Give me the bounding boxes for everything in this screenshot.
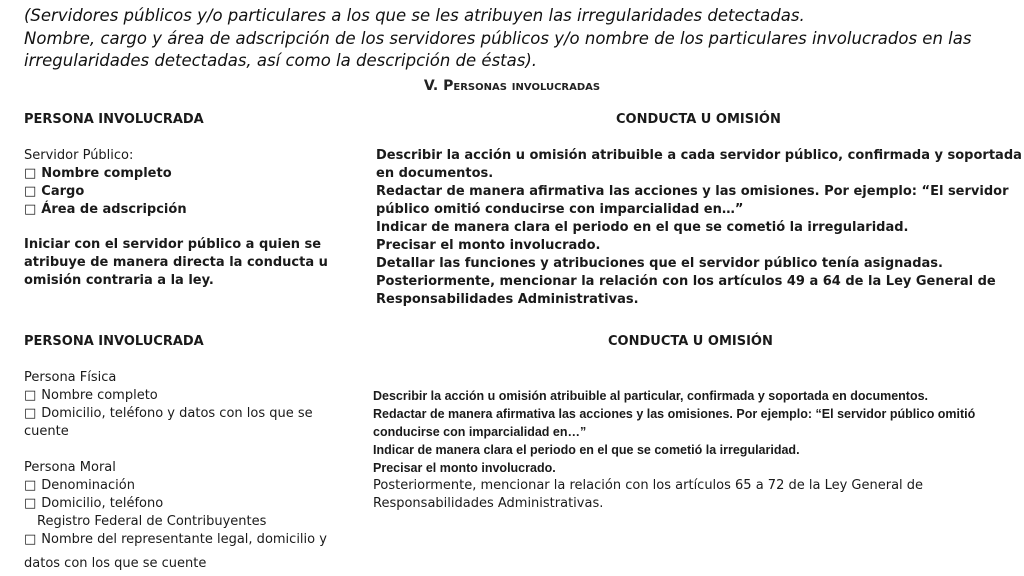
note-line: omisión contraria a la ley. — [24, 273, 214, 288]
intro-line: (Servidores públicos y/o particulares a los que se les atribuyen las irregularidades detectadas. — [24, 6, 805, 25]
servidor-conduct — [376, 147, 1022, 309]
section-title: V. Personas involucradas — [423, 78, 601, 94]
particular-conduct — [373, 387, 975, 477]
list-item: □ Nombre del representante legal, domicilio y — [24, 531, 327, 549]
list-item: □ Área de adscripción — [24, 201, 187, 219]
moral-title: Persona Moral — [24, 460, 116, 475]
list-item-continuation: datos con los que se cuente — [24, 556, 207, 571]
conduct-line: Describir la acción u omisión atribuible al particular, confirmada y soportada en documentos. — [373, 389, 928, 403]
list-item: □ Nombre completo — [24, 387, 313, 405]
conduct-line: en documentos. — [376, 166, 494, 181]
conducta-header: CONDUCTA U OMISIÓN — [608, 334, 773, 349]
list-item: □ Denominación — [24, 477, 327, 495]
conduct-line: Indicar de manera clara el periodo en el que se cometió la irregularidad. — [376, 220, 909, 235]
list-item: □ Nombre completo — [24, 165, 187, 183]
servidor-note — [24, 236, 328, 290]
conduct-line: Indicar de manera clara el periodo en el que se cometió la irregularidad. — [373, 443, 800, 457]
intro-line: Nombre, cargo y área de adscripción de los servidores públicos y/o nombre de los particulares involucrados en las — [24, 28, 972, 48]
list-item-continuation: cuente — [24, 424, 69, 439]
intro-paragraph — [24, 5, 1014, 73]
intro-line: irregularidades detectadas, así como la descripción de éstas). — [24, 51, 538, 70]
conduct-line: Precisar el monto involucrado. — [373, 461, 556, 475]
list-item: □ Domicilio, teléfono — [24, 495, 327, 513]
conduct-line: Redactar de manera afirmativa las acciones y las omisiones. Por ejemplo: “El servidor — [376, 184, 1009, 199]
conduct-line: Precisar el monto involucrado. — [376, 238, 601, 253]
list-item: □ Cargo — [24, 183, 187, 201]
conduct-line: Responsabilidades Administrativas. — [376, 292, 639, 307]
subject-title: Servidor Público: — [24, 148, 134, 163]
conduct-line: Detallar las funciones y atribuciones que el servidor público tenía asignadas. — [376, 256, 943, 271]
note-line: atribuye de manera directa la conducta u — [24, 255, 328, 270]
note-line: Iniciar con el servidor público a quien se — [24, 237, 322, 252]
conduct-line: Describir la acción u omisión atribuible a cada servidor público, confirmada y soportada — [376, 148, 1022, 163]
conducta-header: CONDUCTA U OMISIÓN — [616, 112, 781, 127]
fisica-title: Persona Física — [24, 370, 117, 385]
persona-header: PERSONA INVOLUCRADA — [24, 112, 204, 127]
list-item: Registro Federal de Contribuyentes — [37, 514, 267, 529]
conduct-line: Redactar de manera afirmativa las acciones y las omisiones. Por ejemplo: “El servidor público omitió — [373, 407, 976, 421]
persona-moral-list — [24, 459, 327, 573]
conduct-line: Posteriormente, mencionar la relación con los artículos 49 a 64 de la Ley General de — [376, 274, 996, 289]
persona-fisica-list — [24, 369, 313, 441]
persona-header: PERSONA INVOLUCRADA — [24, 334, 204, 349]
particular-conduct-legal — [373, 477, 923, 513]
conduct-line: público omitió conducirse con imparcialidad en…” — [376, 202, 744, 217]
conduct-line: conducirse con imparcialidad en…” — [373, 425, 587, 439]
servidor-publico-list — [24, 147, 187, 219]
conduct-line: Responsabilidades Administrativas. — [373, 496, 604, 511]
conduct-line: Posteriormente, mencionar la relación con los artículos 65 a 72 de la Ley General de — [373, 478, 924, 493]
list-item: □ Domicilio, teléfono y datos con los que se — [24, 405, 313, 423]
